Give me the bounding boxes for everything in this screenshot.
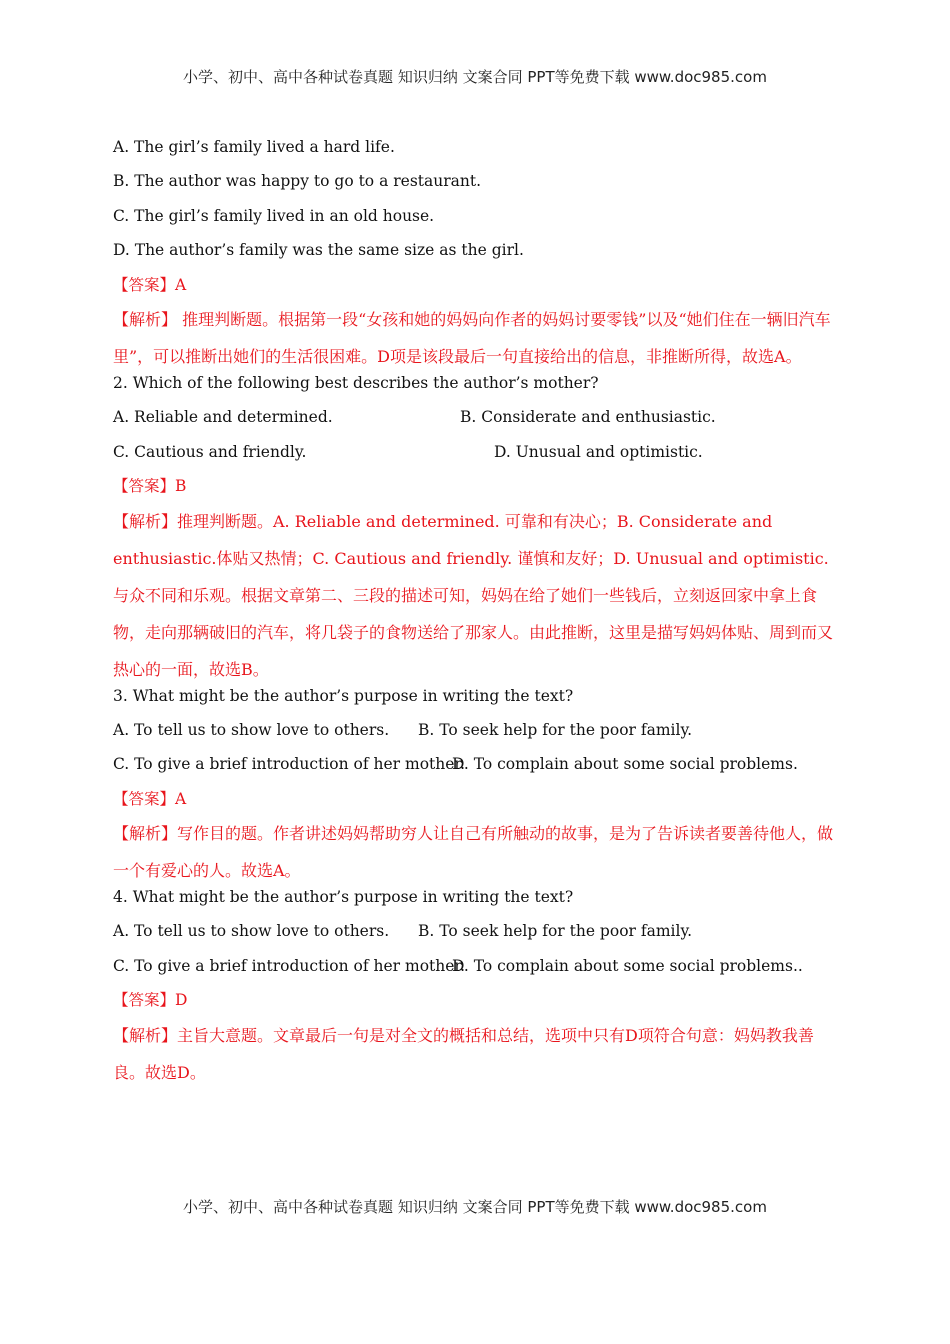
q4-options-row-1: [113, 921, 843, 941]
q2-option-d: D. Unusual and optimistic.: [494, 442, 703, 461]
q3-answer: 【答案】A: [113, 789, 187, 808]
q2-option-c: C. Cautious and friendly.: [113, 442, 307, 461]
document-body: [113, 137, 843, 1089]
q1-option-a: A. The girl’s family lived a hard life.: [113, 138, 395, 156]
q3-option-a: A. To tell us to show love to others.: [113, 720, 390, 739]
page-footer: 小学、初中、高中各种试卷真题 知识归纳 文案合同 PPT等免费下载 www.doc985.com: [183, 1198, 767, 1216]
q2-options-row-2: [113, 442, 843, 462]
q4-option-a: A. To tell us to show love to others.: [113, 922, 390, 941]
q2-question: 2. Which of the following best describes the author’s mother?: [113, 373, 599, 392]
q2-answer: 【答案】B: [113, 477, 187, 496]
q4-option-d: D. To complain about some social problems..: [452, 956, 803, 975]
q3-question: 3. What might be the author’s purpose in writing the text?: [113, 686, 574, 705]
q3-option-c: C. To give a brief introduction of her mother.: [113, 755, 466, 774]
q4-option-b: B. To seek help for the poor family.: [418, 922, 693, 941]
q4-question: 4. What might be the author’s purpose in writing the text?: [113, 888, 574, 907]
q3-options-row-2: [113, 754, 843, 774]
q2-analysis: 【解析】推理判断题。A. Reliable and determined. 可靠和有决心；B. Considerate and enthusiastic.体贴又热情；C. Cautious and friendly. 谨慎和友好；D. Unusual and optimistic. 与众不同和乐观。根据文章第二、三段的描述可知，妈妈在给了她们一些钱后，立刻返回家中拿上食物，走向那辆破旧的汽车，将几袋子的食物送给了那家人。由此推断，这里是描写妈妈体贴、周到而又热心的一面，故选B。: [113, 511, 834, 679]
q4-options-row-2: [113, 956, 843, 976]
q4-analysis: 【解析】主旨大意题。文章最后一句是对全文的概括和总结，选项中只有D项符合句意：妈妈教我善良。故选D。: [113, 1025, 814, 1082]
q1-analysis: 【解析】 推理判断题。根据第一段“女孩和她的妈妈向作者的妈妈讨要零钱”以及“她们住在一辆旧汽车里”，可以推断出她们的生活很困难。D项是该段最后一句直接给出的信息，非推断所得，故选A。: [113, 309, 831, 366]
q2-options-row-1: [113, 407, 843, 427]
q1-option-b: B. The author was happy to go to a restaurant.: [113, 172, 482, 191]
q4-answer: 【答案】D: [113, 991, 188, 1010]
q2-option-a: A. Reliable and determined.: [113, 408, 333, 427]
q2-option-b: B. Considerate and enthusiastic.: [460, 408, 716, 427]
q3-analysis: 【解析】写作目的题。作者讲述妈妈帮助穷人让自己有所触动的故事，是为了告诉读者要善待他人，做一个有爱心的人。故选A。: [113, 824, 834, 881]
page-header: 小学、初中、高中各种试卷真题 知识归纳 文案合同 PPT等免费下载 www.doc985.com: [183, 68, 767, 86]
q1-answer: 【答案】A: [113, 275, 187, 294]
q4-option-c: C. To give a brief introduction of her mother.: [113, 956, 466, 975]
q1-option-d: D. The author’s family was the same size as the girl.: [113, 241, 524, 260]
q3-option-d: D. To complain about some social problems.: [452, 755, 798, 774]
q1-option-c: C. The girl’s family lived in an old house.: [113, 206, 435, 225]
q3-options-row-1: [113, 720, 843, 740]
q3-option-b: B. To seek help for the poor family.: [418, 720, 693, 739]
